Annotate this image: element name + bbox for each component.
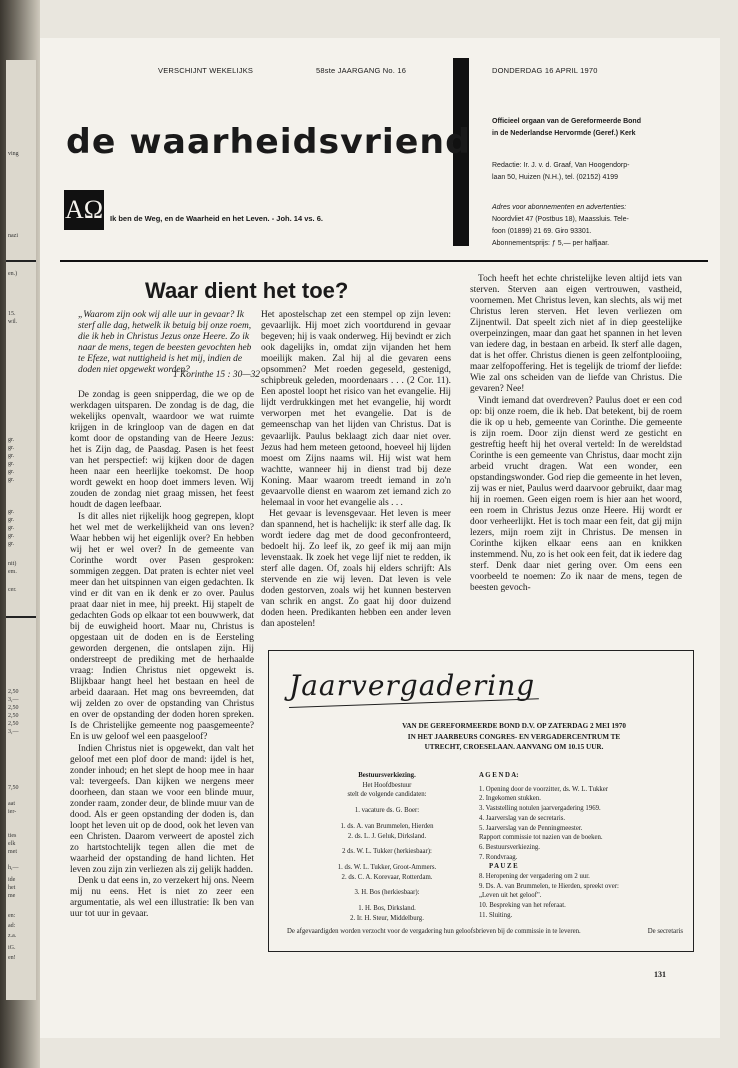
adres-line: Abonnementsprijs: ƒ 5,— per halfjaar. — [492, 240, 610, 247]
paragraph: Is dit alles niet rijkelijk hoog gegrepen, klopt het wel met de werkelijkheid van ons leven? Waar hebben wij het eigenlijk over? En hebben wij het er wel over? In de gemeente van Corinthe wordt over Pasen gesproken: sommigen zeggen. Dat praten is echter niet veel meer dan het uitspinnen van eigen gedachten. Ik vind er dit van en ik denk er zo over. Paulus praat daar niet in mee, hij preekt. Hij stapelt de gedachten Gods op elkaar tot een bouwwerk, dat bij de euwigheid hoort. Maar nu, Christus is opgestaan uit de doden en is de Eersteling geworden dergenen, die ontslapen zijn. Hij onderstreept de prediking met de herhaalde vraag: Indien Christus niet opgewekt is. Blijkbaar hangt heel het bestaan en heel de arbeid daaraan. Het mag ons bevreemden, dat wij zelden zo over de opstanding van Christus en over de opstanding der doden horen spreken. Is de Christelijke gemeente nog paasgemeente? En is uw geloof wel een paasgeloof? — [70, 511, 254, 743]
margin-text: gr. — [8, 469, 15, 475]
margin-text: het — [8, 885, 16, 891]
bestuur-line: 1. ds. A. van Brummelen, Hierden — [340, 822, 434, 830]
paragraph: Indien Christus niet is opgewekt, dan valt het geloof met een plof door de mand: ijdel is het, zonder inhoud; en het slept de hoop mee in haar val: tevergeefs. Dan kijken we nergens meer doorheen, dan staan we voor een blinde muur, zonder raam, zonder deur, de blinde muur van de dood. Als er geen opstanding der doden is, dan loopt het leven uit op de dood, ook het leven van een Christen. Daarom verweert de apostel zich zo hartstochtelijk tegen allen die met de waarheid der opstanding de hand lichten. Het leven zou zijn zin verliezen als zij gelijk hadden. — [70, 743, 254, 876]
margin-text: gr. — [8, 445, 15, 451]
bestuur-line: Het Hoofdbestuur — [362, 781, 412, 789]
adres-line: Noordvliet 47 (Postbus 18), Maassluis. Tele- — [492, 216, 629, 223]
agenda-item: 11. Sluiting. — [479, 911, 513, 919]
margin-text: z.a. — [8, 933, 17, 939]
margin-text: 2,50 — [8, 705, 19, 711]
notice-intro — [359, 721, 669, 753]
adres-line: Adres voor abonnementen en advertenties: — [492, 204, 627, 211]
bestuur-line: Bestuursverkiezing. — [358, 772, 416, 779]
redactie-line: Redactie: Ir. J. v. d. Graaf, Van Hoogendorp- — [492, 162, 630, 169]
signature: De secretaris — [647, 928, 683, 935]
official-line: Officieel orgaan van de Gereformeerde Bond — [492, 118, 641, 125]
margin-text: gr. — [8, 525, 15, 531]
agenda-item: 8. Heropening der vergadering om 2 uur. — [479, 873, 590, 881]
margin-text: met — [8, 849, 17, 855]
margin-text: gr. — [8, 517, 15, 523]
margin-text: ier- — [8, 809, 17, 815]
masthead-rule — [60, 260, 708, 262]
official-organ — [492, 116, 712, 140]
margin-text: h,— — [8, 865, 19, 871]
margin-text: 2,50 — [8, 713, 19, 719]
article-column-3 — [470, 274, 682, 594]
margin-text: ide — [8, 877, 16, 883]
masthead-motto: Ik ben de Weg, en de Waarheid en het Leven. - Joh. 14 vs. 6. — [110, 214, 323, 223]
bestuur-line: stelt de volgende candidaten: — [347, 791, 427, 799]
notice-intro-line: UTRECHT, CROESELAAN. AANVANG OM 10.15 UUR. — [424, 743, 604, 751]
margin-text: en! — [8, 955, 16, 961]
paragraph: Het gevaar is levensgevaar. Het leven is meer dan spannend, het is hachelijk: ik sterf alle dag. Ik wordt iedere dag met de dood geconfronteerd, bedoelt hij. Zo leef ik, zo geef ik mij aan mijn levenstaak. Ik zoek het vege lijf niet te redden, ik sterf alle dagen. Of, zoals hij elders schrijft: Als stervende en zie wij leven. Dat leven is vele doden gestorven, zoals wij het kunnen besterven van schrik en angst. Zo gaat hij door duizend doden heen. Predikanten hebben een ander leven dan apostelen! — [261, 508, 451, 630]
margin-rule — [6, 260, 36, 262]
margin-text: 2,50 — [8, 689, 19, 695]
notice-title: Jaarvergadering — [289, 669, 536, 702]
margin-text: gr. — [8, 437, 15, 443]
date-label: DONDERDAG 16 APRIL 1970 — [492, 66, 598, 75]
margin-text: 7,50 — [8, 785, 19, 791]
margin-text: cer. — [8, 587, 17, 593]
footnote-text: De afgevaardigden worden verzocht voor de vergadering hun geloofsbrieven bij de commissie in te leveren. — [287, 928, 581, 935]
bestuur-line: 3. H. Bos (herkiesbaar): — [354, 889, 420, 897]
article-column-1 — [70, 390, 254, 920]
agenda-item: Rapport commissie tot nazien van de boeken. — [479, 834, 603, 842]
bestuur-line: 1. ds. W. L. Tukker, Groot-Ammers. — [337, 863, 437, 871]
bestuur-line: 2. Ir. H. Steur, Middelburg. — [350, 914, 424, 922]
margin-text: elk — [8, 841, 16, 847]
margin-text: ties — [8, 833, 17, 839]
margin-text: 2,50 — [8, 721, 19, 727]
margin-text: aat — [8, 801, 15, 807]
alpha-omega-logo-icon: AΩ — [64, 190, 104, 230]
margin-text: nazi — [8, 233, 18, 239]
paragraph: Het apostelschap zet een stempel op zijn leven: gevaarlijk. Hij moet zich voortdurend in gevaar begeven; hij is vaak onderweg. Hij bevindt er zich ook dagelijks in, omdat zijn vijanden het hem moeilijk maken. Zal hij al die gevaren eens opsommen? Met roeden gegeseld, gestenigd, schipbreuk geleden, moordenaars . . . (2 Cor. 11). Een apostel loopt het risico van het evangelie. Hij lijdt verdrukkingen met het evangelie, hij wordt verworpen met het evangelie. Dat is de gemeenschap van het lijden van Christus. Dat is gevaarlijk. Paulus beklaagt zich daar niet over. Jezus had hem meteen getoond, hoeveel hij lijden moest om Zijns naams wil. Hij wist wat hem wachtte, wanneer hij in dienst trad bij deze Koning. Maar waarom treedt iemand in zo'n gevaarvolle dienst en waarom zet iemand zich zo helemaal in voor het evangelie als . . . — [261, 310, 451, 508]
meeting-notice — [268, 650, 694, 952]
page-number: 131 — [654, 970, 666, 979]
masthead-title: de waarheidsvriend — [66, 122, 471, 162]
margin-text: gr. — [8, 509, 15, 515]
margin-text: gr. — [8, 461, 15, 467]
bestuur-line: 1. vacature ds. G. Boer: — [354, 807, 420, 815]
agenda-item: 7. Rondvraag. — [479, 853, 518, 861]
paragraph: Denk u dat eens in, zo verzekert hij ons. Neem mij nu eens. Het is niet zo zeer een argumentatie, als wel een illustratie: Ik ben van uur tot uur in gevaar. — [70, 876, 254, 920]
margin-text: em. — [8, 569, 17, 575]
previous-page-margin — [6, 60, 36, 1000]
notice-intro-line: IN HET JAARBEURS CONGRES- EN VERGADERCENTRUM TE — [407, 732, 621, 741]
board-election — [287, 771, 487, 923]
scripture-reference: 1 Korinthe 15 : 30—32 — [173, 370, 260, 380]
margin-rule — [6, 616, 36, 618]
bestuur-line: 2. ds. L. J. Geluk, Dirksland. — [347, 832, 427, 840]
agenda-title: A G E N D A: — [479, 772, 519, 779]
notice-intro-line: VAN DE GEREFORMEERDE BOND D.V. OP ZATERDAG 2 MEI 1970 — [402, 722, 626, 730]
margin-text: ad: — [8, 923, 16, 929]
margin-text: 3,— — [8, 729, 19, 735]
agenda-item: 9. Ds. A. van Brummelen, te Hierden, spreekt over: — [479, 882, 619, 890]
margin-text: nit) — [8, 561, 17, 567]
paragraph: Vindt iemand dat overdreven? Paulus doet er een cod op: bij onze roem, die ik heb. Dat betekent, bij de roem die ik op u heb, gemeente van Corinthe. Die gemeente is zijn roem. Door zijn dienst werd ze gesticht en gestreftig heeft hij het overal verteld: In de wereldstad Corinthe is een gemeente van Christus, daar mocht zijn arbeid vrucht dragen. Wat een wonder, een opstandingswonder. God riep die gemeente in het leven, zij was er niet, Paulus werd daarvoor gebruikt, daar mag hij in roemen. Geen eigen roem is hier aan het woord, een roem in Christus Jezus onze Heere. Hij wordt er door verheerlijkt. Het is toch maar een feit, dat gij mijn lezers, mijn roem zijt in Christus. De mensen in Corinthe kijken elkaar eens aan en knikken instemmend. Nu, zo is het ook een feit, dat ik iedere dag sterf. Denk daar niet gering over. Om eens een voorbeeld te noemen: Zo ik naar de mens, tegen de beesten gevoch- — [470, 395, 682, 594]
agenda-item: 5. Jaarverslag van de Penningmeester. — [479, 824, 583, 832]
margin-text: 15. — [8, 311, 16, 317]
bestuur-line: 2. ds. C. A. Korevaar, Rotterdam. — [341, 873, 433, 881]
agenda-item: 2. Ingekomen stukken. — [479, 795, 541, 803]
margin-text: gr. — [8, 477, 15, 483]
agenda-item: 4. Jaarverslag van de secretaris. — [479, 814, 566, 822]
agenda-item: 6. Bestuursverkiezing. — [479, 843, 540, 851]
margin-text: gr. — [8, 533, 15, 539]
volume-label: 58ste JAARGANG No. 16 — [316, 66, 407, 75]
article-column-2 — [261, 310, 451, 630]
margin-text: en.) — [8, 271, 18, 277]
scripture-quote: „Waarom zijn ook wij alle uur in gevaar? Ik sterf alle dag, hetwelk ik betuig bij onze roem, die ik heb in Christus Jezus onze Heere. Zo ik naar de mens, tegen de beesten gevochten heb te Efeze, wat nuttigheid is het mij, indien de doden niet opgewekt worden? — [78, 310, 252, 375]
agenda-item: „Leven uit het geloof". — [479, 892, 542, 900]
paragraph: Toch heeft het echte christelijke leven altijd iets van sterven. Sterven aan eigen vertrouwen, vastheid, voornemen. Met Christus leven, kan slechts, als wij met Christus leren sterven. Het leven verliezen om Zijnentwil. Dat speelt zich niet af in diep geestelijke overpeinzingen, maar dan gaat het spannen in het leven van iedere dag, in bestaan en arbeid. Ik sterf alle dagen, dat is het offer. Christus dienen is geen zelfontplooiing, maar zelfopoffering. Het is tegelijk de triomf der liefde: Wie zal ons scheiden van de liefde van Christus. Die gevaren? Nee! — [470, 274, 682, 395]
paragraph: De zondag is geen snipperdag, die we op de werkdagen uitsparen. De zondag is de dag, die wekelijks openvalt, waardoor we wat ruimte krijgen in de kringloop van de dagen en dat komt door de opstanding van de Heere Jezus: het is Zijn dag, de Paasdag. Pasen is het feest van het perspectief: wij kijken door de dagen heen naar een heerlijke toekomst. De hoop wordt gewekt en hoop doet immers leven. Wij zouden de zondag niet graag missen, het feest houdt de dagen leefbaar. — [70, 390, 254, 511]
margin-text: iG. — [8, 945, 16, 951]
subscription-address — [492, 202, 712, 250]
bestuur-line: 2 ds. W. L. Tukker (herkiesbaar): — [342, 848, 432, 856]
adres-line: foon (01899) 21 69. Giro 93301. — [492, 228, 592, 235]
agenda-item: 1. Opening door de voorzitter, ds. W. L. Tukker — [479, 785, 609, 793]
official-line: in de Nederlandse Hervormde (Geref.) Kerk — [492, 130, 636, 137]
agenda-item: 3. Vaststelling notulen jaarvergadering 1969. — [479, 805, 601, 813]
margin-text: me — [8, 893, 16, 899]
notice-footnote — [287, 927, 683, 936]
margin-text: gr. — [8, 541, 15, 547]
newspaper-page — [40, 38, 720, 1038]
margin-text: ving — [8, 151, 19, 157]
margin-text: 3,— — [8, 697, 19, 703]
redactie-line: laan 50, Huizen (N.H.), tel. (02152) 4199 — [492, 174, 619, 181]
agenda — [479, 771, 679, 921]
agenda-item: 10. Bespreking van het referaat. — [479, 902, 566, 910]
margin-text: wil. — [8, 319, 18, 325]
margin-text: en: — [8, 913, 16, 919]
agenda-pause: P A U Z E — [489, 863, 518, 871]
margin-text: gr. — [8, 453, 15, 459]
editorial-address — [492, 160, 712, 184]
frequency-label: VERSCHIJNT WEKELIJKS — [158, 66, 254, 75]
article-headline: Waar dient het toe? — [145, 278, 349, 303]
bestuur-line: 1. H. Bos, Dirksland. — [358, 905, 416, 913]
